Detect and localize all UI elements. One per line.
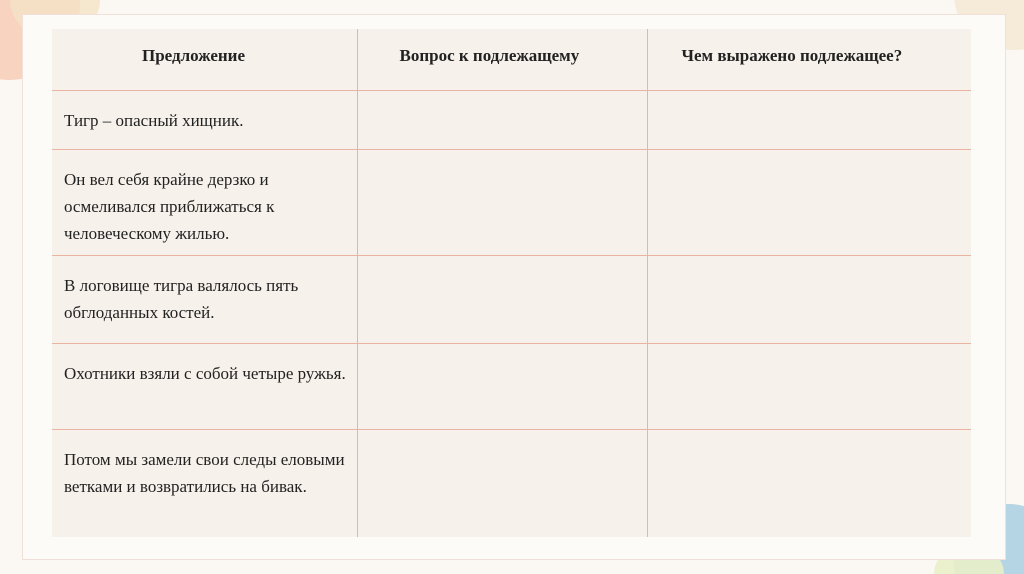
expressed-by-cell[interactable] xyxy=(647,149,971,255)
exercise-table xyxy=(52,29,971,537)
table-row xyxy=(52,429,971,537)
sentence-cell: Он вел себя крайне дерзко и осмеливался приближаться к человеческому жилью. xyxy=(52,149,357,255)
sentence-cell: Охотники взяли с собой четыре ружья. xyxy=(52,343,357,429)
question-cell[interactable] xyxy=(357,343,647,429)
expressed-by-cell[interactable] xyxy=(647,429,971,537)
expressed-by-cell[interactable] xyxy=(647,255,971,343)
expressed-by-cell[interactable] xyxy=(647,90,971,149)
question-cell[interactable] xyxy=(357,255,647,343)
header-expressed-by: Чем выражено подлежащее? xyxy=(647,29,971,90)
table-row xyxy=(52,90,971,149)
expressed-by-cell[interactable] xyxy=(647,343,971,429)
sentence-cell: Тигр – опасный хищник. xyxy=(52,90,357,149)
table-row xyxy=(52,149,971,255)
question-cell[interactable] xyxy=(357,149,647,255)
question-cell[interactable] xyxy=(357,90,647,149)
header-sentence: Предложение xyxy=(52,29,357,90)
question-cell[interactable] xyxy=(357,429,647,537)
table-header-row xyxy=(52,29,971,90)
header-question: Вопрос к подлежащему xyxy=(357,29,647,90)
table-row xyxy=(52,255,971,343)
sentence-cell: Потом мы замели свои следы еловыми ветками и возвратились на бивак. xyxy=(52,429,357,537)
sentence-cell: В логовище тигра валялось пять обглоданных костей. xyxy=(52,255,357,343)
table-row xyxy=(52,343,971,429)
